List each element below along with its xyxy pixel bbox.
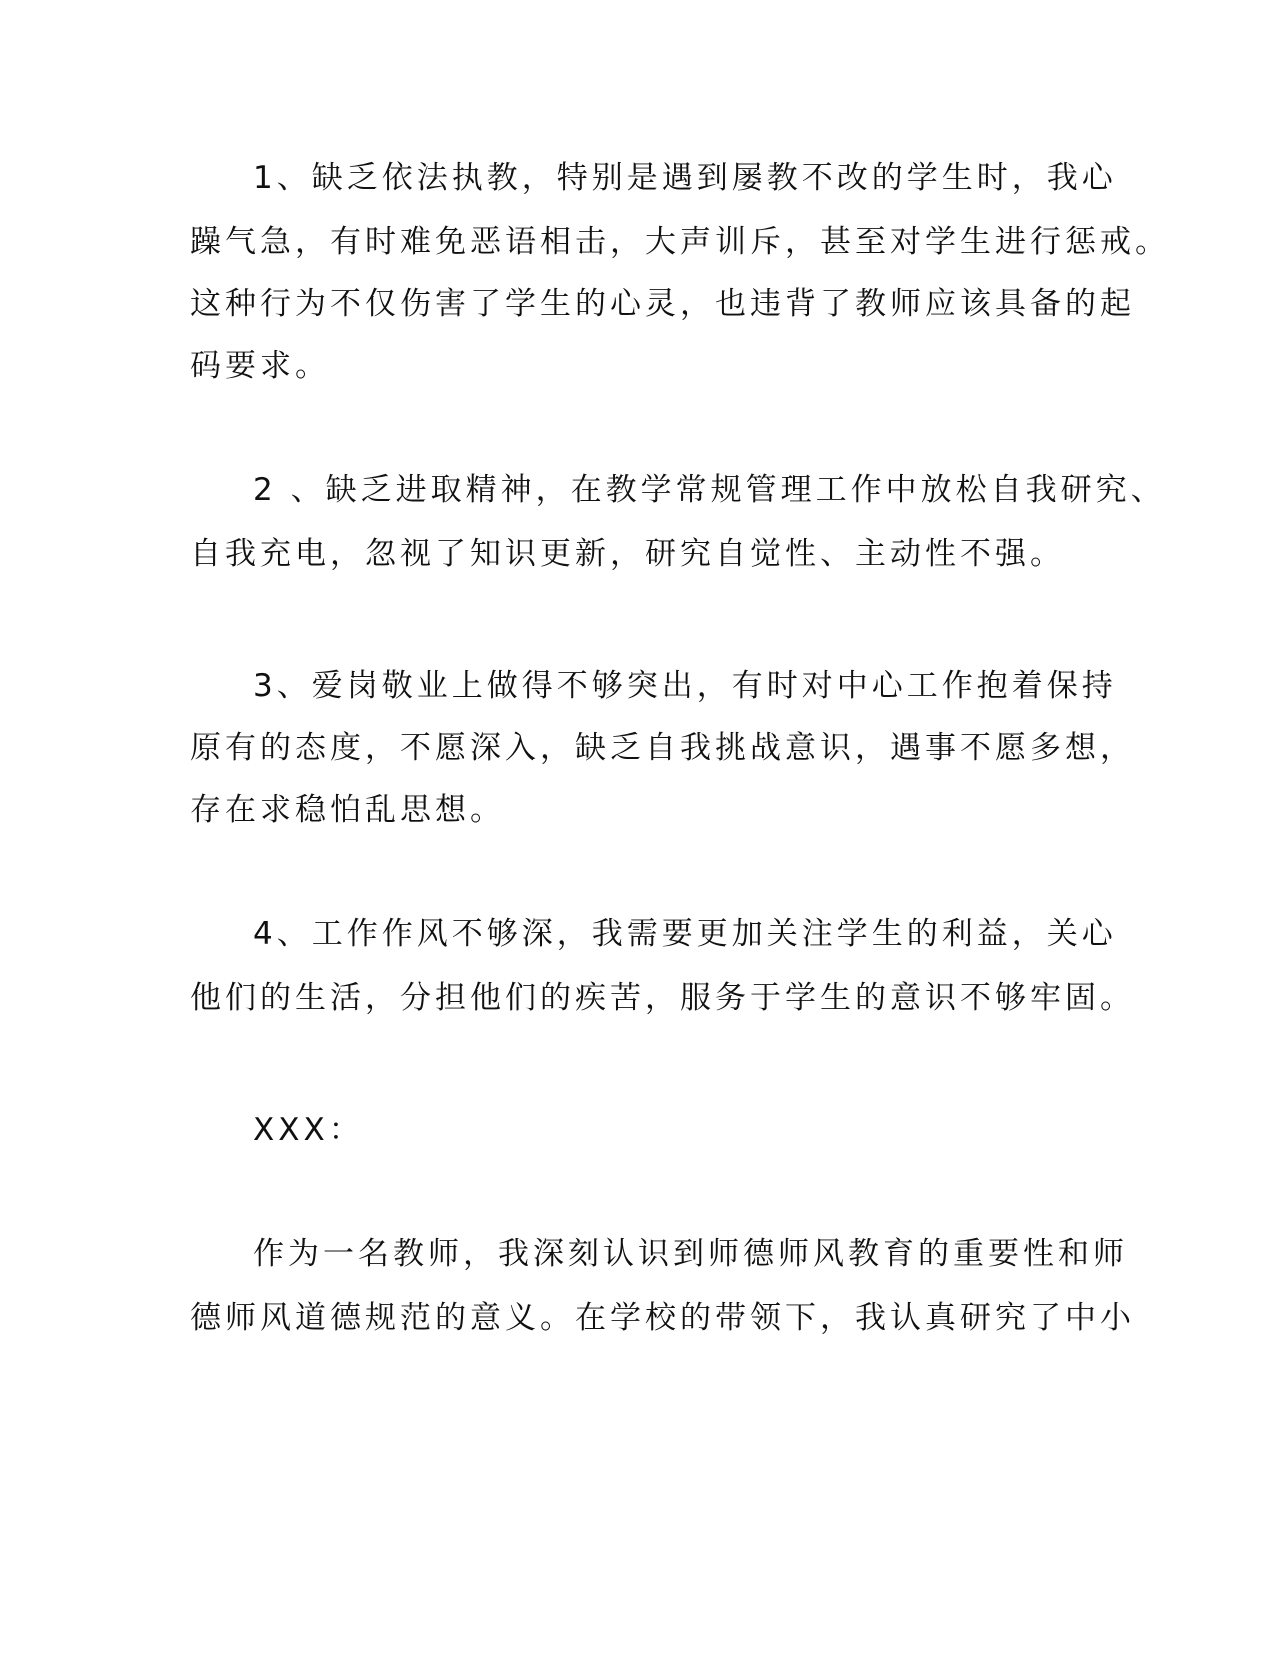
paragraph-3-line-2: 原有的态度，不愿深入，缺乏自我挑战意识，遇事不愿多想， bbox=[190, 730, 1135, 766]
section-name-heading: XXX： bbox=[253, 1112, 364, 1148]
paragraph-1-line-4: 码要求。 bbox=[190, 348, 330, 384]
paragraph-2-line-1: 2 、缺乏进取精神，在教学常规管理工作中放松自我研究、 bbox=[253, 472, 1166, 508]
paragraph-4-line-1: 4、工作作风不够深，我需要更加关注学生的利益，关心 bbox=[253, 916, 1117, 952]
paragraph-1-line-1: 1、缺乏依法执教，特别是遇到屡教不改的学生时，我心 bbox=[253, 160, 1117, 196]
paragraph-4-line-2: 他们的生活，分担他们的疾苦，服务于学生的意识不够牢固。 bbox=[190, 980, 1135, 1016]
paragraph-1-line-3: 这种行为不仅伤害了学生的心灵，也违背了教师应该具备的起 bbox=[190, 286, 1135, 322]
paragraph-6-line-2: 德师风道德规范的意义。在学校的带领下，我认真研究了中小 bbox=[190, 1300, 1135, 1336]
paragraph-1-line-2: 躁气急，有时难免恶语相击，大声训斥，甚至对学生进行惩戒。 bbox=[190, 224, 1170, 260]
paragraph-3-line-1: 3、爱岗敬业上做得不够突出，有时对中心工作抱着保持 bbox=[253, 668, 1117, 704]
paragraph-3-line-3: 存在求稳怕乱思想。 bbox=[190, 792, 505, 828]
paragraph-6-line-1: 作为一名教师，我深刻认识到师德师风教育的重要性和师 bbox=[253, 1236, 1128, 1272]
paragraph-2-line-2: 自我充电，忽视了知识更新，研究自觉性、主动性不强。 bbox=[190, 536, 1065, 572]
